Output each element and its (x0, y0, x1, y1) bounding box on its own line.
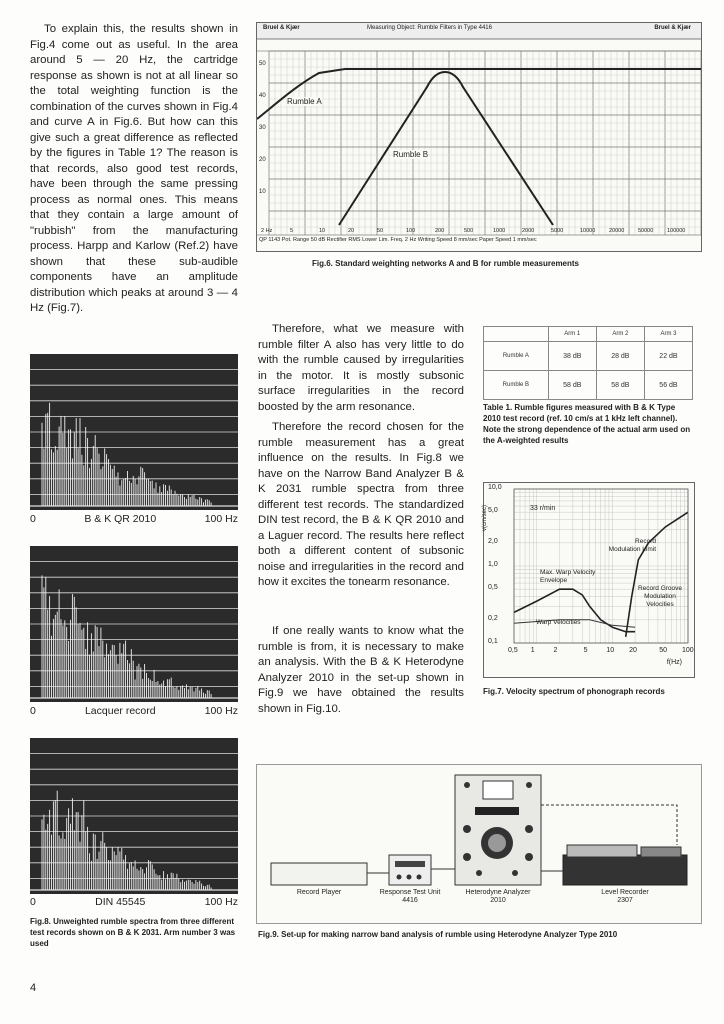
spectrum-left-label: 0 (30, 513, 36, 525)
fig6-ytick-40: 40 (259, 93, 266, 99)
spectrum-name: Lacquer record (84, 705, 156, 717)
spectrum-name: DIN 45545 (95, 896, 146, 908)
fig6-header-right: Bruel & Kjær (654, 25, 691, 31)
fig7-xtick: 5 (583, 647, 588, 654)
spectrum-left-label: 0 (30, 705, 36, 717)
label-groove-modulation: Record Groove Modulation Velocities (637, 585, 683, 608)
fig6-xtick: 100 (406, 228, 416, 234)
fig6-caption: Fig.6. Standard weighting networks A and B for rumble measurements (312, 259, 580, 268)
fig6-graph (257, 23, 701, 251)
device-record-player: Record Player (296, 889, 342, 896)
fig6-header-left: Bruel & Kjær (263, 25, 300, 31)
fig7-xtick: 50 (659, 647, 668, 654)
table-cell: 58 dB (596, 371, 644, 400)
fig7-ytick: 0,1 (488, 638, 498, 645)
fig6-xtick: 20000 (609, 228, 625, 234)
fig7-ytick: 0,5 (488, 584, 498, 592)
table-row (484, 371, 693, 400)
fig6-header-mid: Measuring Object: Rumble Filters in Type 4416 (367, 25, 492, 31)
device-response-unit (377, 889, 443, 905)
fig7-ytick: 1,0 (488, 561, 498, 568)
spectrum-lacquer (30, 546, 238, 702)
table-row-label: Rumble B (484, 371, 549, 400)
fig7-ytick: 0,2 (488, 614, 498, 622)
fig7-ytick: 5,0 (488, 507, 498, 515)
label-max-warp: Max. Warp Velocity Envelope (540, 569, 596, 584)
spectrum-plot (30, 738, 238, 894)
table-cell: 38 dB (548, 342, 596, 371)
fig6-xtick: 50 (377, 228, 384, 234)
fig6-xtick: 200 (435, 228, 445, 234)
table-header-cell (484, 327, 549, 342)
table-row-label: Rumble A (484, 342, 549, 371)
fig6-footer: QP 1143 Pot. Range 50 dB Rectifier RMS Lower Lim. Freq. 2 Hz Writing Speed 8 mm/sec Paper Speed 1 mm/sec (259, 237, 537, 243)
fig7-xunit: f(Hz) (666, 659, 682, 666)
middle-paragraph-2: Therefore the record chosen for the rumble measurement has a great influence on the results. In Fig.8 we have on the Narrow Band Analyzer B & K 2031 rumble spectra from three different test records. The standardized DIN test record, the B & K QR 2010 and a Laguer record. The results here reflect both a different content of subsonic noise and irregularities in the record and how it excites the tonearm resonance. (258, 421, 464, 588)
fig7-ylabel: v(cm/sec) (482, 505, 488, 531)
fig7-xtick: 10 (606, 647, 615, 654)
fig6-ytick-10: 10 (259, 189, 266, 195)
fig6-xtick: 50000 (638, 228, 654, 234)
table-row (484, 342, 693, 371)
table-cell: 56 dB (644, 371, 692, 400)
spectrum-labels (30, 705, 238, 717)
intro-paragraph: To explain this, the results shown in Fig.4 come out as useful. In the area around 5 — 20 Hz, the cartridge response as shown is not at all linear so the total weighting function is the combination of the curves shown in Fig.4 and curve A in Fig.6. But how can this give such a great difference as reflected by the figures in Table 1? The reason is that records, also good test records, have been through the same pressing process as normal ones. This means that they contain a large amount of "rubbish" from the manufacturing process. Harpp and Karlow (Ref.2) have shown that these sub-audible components have an amplitude distribution which peaks at around 3 — 4 Hz (Fig.7). (30, 23, 238, 314)
table1-caption: Table 1. Rumble figures measured with B & K Type 2010 test record (ref. 10 cm/s at 1 kHz left channel). Note the strong dependence of the actual arm used on the A-weighted results (483, 403, 691, 445)
fig7-ytick: 10,0 (488, 484, 502, 491)
table-header-row (484, 327, 693, 342)
middle-paragraph-1: Therefore, what we measure with rumble filter A also has very little to do with the rumble caused by irregularities in the motor. It is mostly subsonic surface irregularities in the record boosted by the arm resonance. (258, 323, 464, 413)
fig7-caption: Fig.7. Velocity spectrum of phonograph records (483, 687, 665, 696)
fig7-ytick: 2,0 (488, 537, 498, 545)
fig6-xtick: 5000 (551, 228, 564, 234)
device-model: 4416 (402, 897, 418, 904)
spectrum-left-label: 0 (30, 896, 36, 908)
table-header-cell: Arm 2 (596, 327, 644, 342)
spectrum-name: B & K QR 2010 (84, 513, 157, 525)
spectrum-plot (30, 546, 238, 702)
device-level-recorder (573, 889, 677, 905)
fig8-caption: Fig.8. Unweighted rumble spectra from three different test records shown on B & K 2031. Arm number 3 was used (30, 917, 236, 948)
fig6-xticks (257, 228, 701, 236)
level-recorder-shape (563, 855, 687, 885)
fig6-ytick-30: 30 (259, 125, 266, 131)
spectrum-right-label: 100 Hz (204, 705, 238, 717)
table-header-cell: Arm 1 (548, 327, 596, 342)
fig7-xticks (484, 647, 694, 657)
table-cell: 58 dB (548, 371, 596, 400)
response-unit-shape (389, 855, 431, 885)
device-heterodyne (457, 889, 539, 905)
device-name: Level Recorder (601, 889, 649, 896)
fig6-chart (256, 22, 702, 252)
fig7-xtick: 2 (553, 647, 558, 654)
fig7-speed: 33 r/min (530, 505, 556, 512)
fig7-xtick: 20 (629, 647, 637, 654)
fig6-xtick: 5 (290, 228, 294, 234)
spectrum-qr2010 (30, 354, 238, 510)
spectrum-labels (30, 513, 238, 525)
fig6-xtick: 10 (319, 228, 326, 234)
fig6-xtick: 20 (348, 228, 355, 234)
fig7-xtick: 100 (682, 647, 694, 654)
spectrum-plot (30, 354, 238, 510)
table-cell: 28 dB (596, 342, 644, 371)
table-header-cell: Arm 3 (644, 327, 692, 342)
device-name: Heterodyne Analyzer (465, 889, 531, 896)
fig9-setup (256, 764, 702, 924)
device-model: 2307 (617, 897, 633, 904)
fig7-chart (483, 482, 695, 678)
fig6-xtick: 1000 (493, 228, 506, 234)
page-number: 4 (30, 982, 37, 994)
label-rumble-a: Rumble A (287, 97, 322, 106)
device-model: 2010 (490, 897, 506, 904)
fig6-xtick: 500 (464, 228, 474, 234)
table-cell: 22 dB (644, 342, 692, 371)
fig6-ytick-20: 20 (259, 157, 266, 163)
record-player-shape (271, 863, 367, 885)
fig6-xtick: 100000 (667, 228, 686, 234)
spectrum-right-label: 100 Hz (204, 513, 238, 525)
label-record-modulation: Record Modulation Limit (608, 538, 656, 553)
middle-paragraph-3: If one really wants to know what the rumble is from, it is necessary to make an analysis. With the B & K Heterodyne Analyzer 2010 in the set-up shown in Fig.9 we have obtained the results shown in Fig.10. (258, 625, 464, 715)
fig6-xtick: 2000 (522, 228, 535, 234)
device-name: Response Test Unit (379, 889, 441, 896)
fig6-xtick: 2 Hz (261, 228, 273, 234)
label-warp-velocities: Warp Velocities (536, 619, 581, 626)
spectrum-right-label: 100 Hz (204, 896, 238, 908)
fig7-xtick: 1 (530, 647, 535, 654)
label-rumble-b: Rumble B (393, 150, 429, 159)
table-1 (483, 326, 693, 400)
fig6-ytick-50: 50 (259, 61, 266, 67)
fig6-xtick: 10000 (580, 228, 596, 234)
spectrum-din45545 (30, 738, 238, 894)
spectrum-labels (30, 896, 238, 908)
fig9-caption: Fig.9. Set-up for making narrow band analysis of rumble using Heterodyne Analyzer Type 2010 (258, 930, 618, 939)
fig7-xtick: 0,5 (508, 647, 518, 654)
